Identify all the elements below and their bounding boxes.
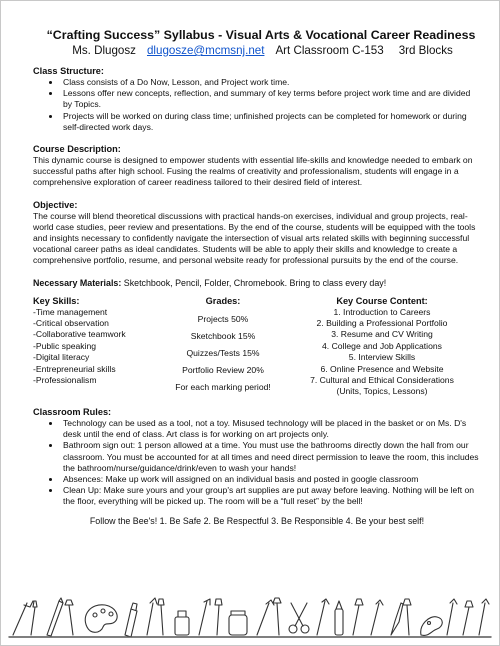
list-item: -Collaborative teamwork bbox=[33, 329, 126, 340]
list-item: -Professionalism bbox=[33, 375, 97, 386]
list-item: Sketchbook 15% bbox=[190, 330, 256, 341]
course-description-text: This dynamic course is designed to empower students with essential life-skills and knowledge needed to embark on successful paths after high school. Fusing the realms of creativity and professionalism, students will engage in a comprehensive exploration of career readiness tailored to their desired field of interest. bbox=[33, 155, 473, 188]
scissors-icon bbox=[289, 599, 329, 635]
list-item: 2. Building a Professional Portfolio bbox=[316, 318, 448, 329]
course-description-heading: Course Description: bbox=[33, 144, 121, 155]
list-item: Portfolio Review 20% bbox=[182, 365, 264, 376]
list-item: • Class consists of a Do Now, Lesson, and Project work time. bbox=[61, 77, 481, 88]
necessary-materials bbox=[33, 278, 481, 289]
course-content-column bbox=[283, 296, 481, 398]
paint-jar-icon bbox=[229, 598, 281, 635]
list-item: -Time management bbox=[33, 306, 108, 317]
class-structure-heading: Class Structure: bbox=[33, 66, 104, 76]
list-item: -Public speaking bbox=[33, 340, 97, 351]
class-structure-list bbox=[33, 77, 481, 133]
list-item: For each marking period! bbox=[175, 382, 271, 393]
page-title: “Crafting Success” Syllabus - Visual Arts & Vocational Career Readiness bbox=[46, 28, 476, 42]
palette-icon bbox=[85, 605, 117, 632]
grades-column bbox=[163, 296, 283, 398]
list-item: Quizzes/Tests 15% bbox=[186, 348, 260, 359]
list-item: 7. Cultural and Ethical Considerations bbox=[310, 375, 454, 386]
brush-set-icon bbox=[447, 599, 489, 635]
list-item: • Technology can be used as a tool, not a toy. Misused technology will be placed in the basket or on Ms. D's desk until the end of class. Art class is for working on art projects only. bbox=[61, 418, 481, 440]
art-supplies-illustration bbox=[7, 597, 493, 639]
list-item: 6. Online Presence and Website bbox=[320, 363, 444, 374]
list-item: 3. Resume and CV Writing bbox=[331, 329, 433, 340]
three-columns bbox=[33, 296, 481, 398]
teacher-name: Ms. Dlugosz bbox=[72, 44, 136, 57]
list-item: • Clean Up: Make sure yours and your group's art supplies are put away before leaving. Nothing will be left on the floor, everything will be picked up. The room will be a “full reset” by the bell! bbox=[61, 485, 481, 507]
grades-heading: Grades: bbox=[205, 295, 241, 306]
key-skills-column bbox=[33, 296, 163, 398]
paintbrush-icon bbox=[13, 601, 37, 635]
list-item: • Bathroom sign out: 1 person allowed at a time. You must use the bathrooms directly down the hall from our classroom. You must be accounted for at all times and need direct permission to leave the room, this includes the bathroom/nurse/guidance/drink/even to wash your hands! bbox=[61, 440, 481, 474]
list-item: 4. College and Job Applications bbox=[322, 340, 442, 351]
classroom-rules-heading: Classroom Rules: bbox=[33, 406, 112, 417]
teacher-email-link[interactable]: dlugosze@mcmsnj.net bbox=[146, 44, 265, 57]
key-skills-heading: Key Skills: bbox=[33, 295, 80, 306]
list-item: Projects 50% bbox=[197, 313, 249, 324]
pencil-icon bbox=[47, 598, 73, 636]
marker-icon bbox=[335, 599, 383, 635]
palette-knife-icon bbox=[391, 599, 442, 635]
ink-bottle-icon bbox=[175, 599, 222, 635]
list-item: 5. Interview Skills bbox=[348, 352, 416, 363]
list-item: -Critical observation bbox=[33, 318, 109, 329]
list-item: -Digital literacy bbox=[33, 352, 90, 363]
materials-text: Sketchbook, Pencil, Folder, Chromebook. Bring to class every day! bbox=[121, 277, 387, 288]
class-blocks: 3rd Blocks bbox=[398, 44, 453, 57]
list-item: -Entrepreneurial skills bbox=[33, 363, 116, 374]
objective-text: The course will blend theoretical discussions with practical hands-on exercises, individual and group projects, real-world case studies, peer review and presentations. By the end of the course, students will be equipped with the tools and insights necessary to confidently navigate the intersection of visual arts related skills with beginning successful vocational career paths as ideal candidates. Students will be able to apply their skills and knowledge to create a comprehensive portfolio, resume, and personal website ready for professional pursuits by the end of the course. bbox=[33, 210, 476, 266]
bee-rules-footer: Follow the Bee's! 1. Be Safe 2. Be Respectful 3. Be Responsible 4. Be your best self! bbox=[89, 515, 425, 526]
list-item: 1. Introduction to Careers bbox=[333, 306, 431, 317]
materials-label: Necessary Materials: bbox=[33, 277, 122, 288]
teacher-info bbox=[33, 43, 481, 58]
classroom-rules-list bbox=[33, 418, 481, 508]
objective-heading: Objective: bbox=[33, 199, 78, 210]
list-item: (Units, Topics, Lessons) bbox=[336, 386, 428, 397]
classroom: Art Classroom C-153 bbox=[275, 44, 384, 57]
list-item: • Projects will be worked on during class time; unfinished projects can be completed for homework or during self-directed work days. bbox=[61, 111, 481, 133]
list-item: • Absences: Make up work will assigned on an individual basis and posted in google classroom bbox=[61, 474, 481, 485]
list-item: • Lessons offer new concepts, reflection, and summary of key terms before project work time and are divided by Topics. bbox=[61, 88, 481, 110]
paint-tube-icon bbox=[125, 598, 164, 637]
syllabus-content bbox=[33, 27, 481, 527]
course-content-heading: Key Course Content: bbox=[336, 295, 428, 306]
